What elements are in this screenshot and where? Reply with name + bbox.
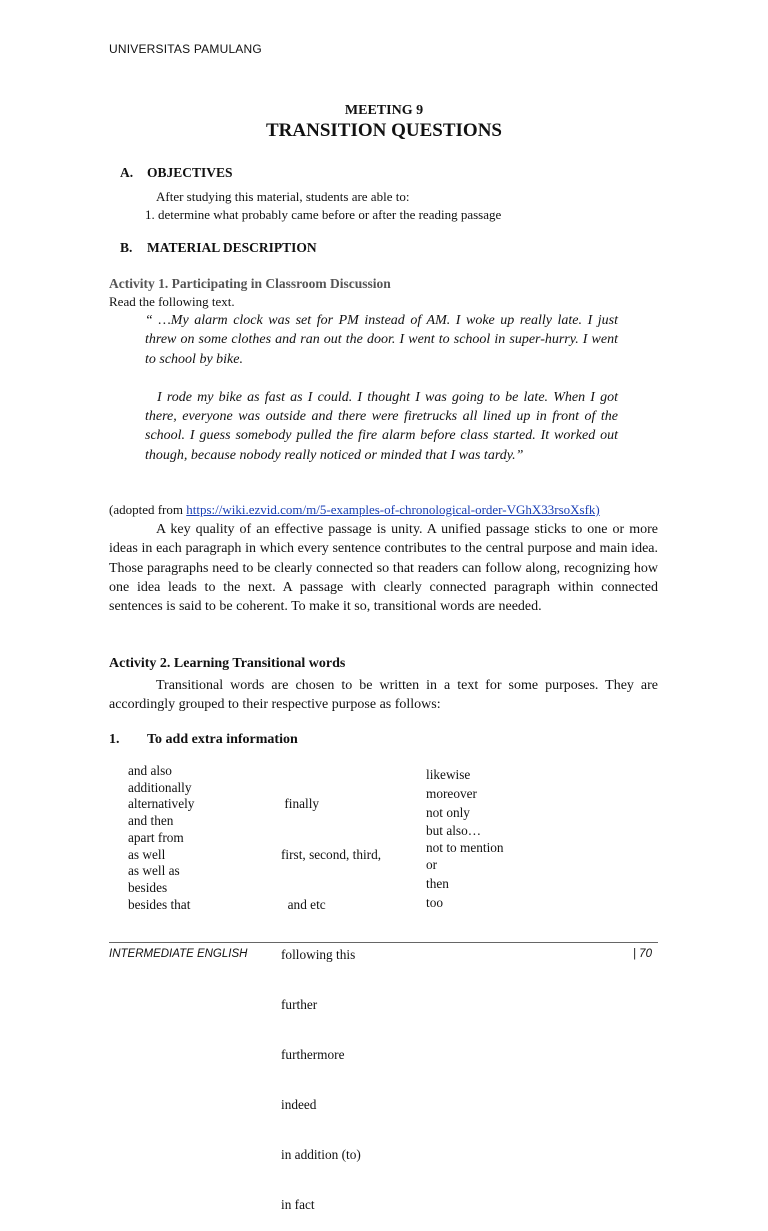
list-item: and etc [281, 896, 326, 912]
list-item: following this [281, 946, 356, 962]
list1-column-2 [281, 763, 381, 1231]
source-citation [109, 500, 600, 520]
list-item: alternatively [128, 796, 195, 812]
source-prefix: (adopted from [109, 502, 187, 517]
activity2-title: Activity 2. Learning Transitional words [109, 656, 346, 671]
activity1-title: Activity 1. Participating in Classroom Discussion [109, 276, 391, 291]
list-item: too [426, 895, 443, 911]
meeting-label: MEETING 9 [344, 103, 424, 118]
page-title: TRANSITION QUESTIONS [266, 120, 502, 141]
quote-paragraph-1: “ …My alarm clock was set for PM instead of AM. I woke up really late. I just threw on some clothes and ran out the door. I went to school in super-hurry. I went to school by bike. [145, 313, 618, 367]
list1-heading [109, 732, 298, 748]
list-item: furthermore [281, 1046, 345, 1062]
activity2-paragraph-text: Transitional words are chosen to be written in a text for some purposes. They are accordingly grouped to their respective purpose as follows: [109, 678, 658, 713]
list1-number: 1. [109, 732, 120, 747]
quote-paragraph-2: I rode my bike as fast as I could. I thought I was going to be late. When I got there, everyone was outside and there were firetrucks all lined up in front of the school. I guess somebody pulled the fire alarm before class started. It worked out though, because nobody really noticed or minded that I was tardy.” [145, 389, 618, 463]
list-item: in fact [281, 1197, 315, 1213]
section-a-letter: A. [120, 165, 134, 180]
list-item: not to mention [426, 839, 504, 855]
list1-title: To add extra information [147, 732, 298, 747]
section-a-heading [120, 165, 233, 181]
list-item: likewise [426, 767, 471, 782]
list-item: as well [128, 846, 166, 862]
page-header: UNIVERSITAS PAMULANG [109, 42, 262, 56]
section-b-title: MATERIAL DESCRIPTION [147, 240, 317, 255]
list-item: apart from [128, 829, 184, 845]
objective-item: 1. determine what probably came before or after the reading passage [145, 207, 502, 222]
list-item: indeed [281, 1097, 317, 1113]
list-item: then [426, 876, 449, 892]
objectives-intro: After studying this material, students are able to: [156, 189, 410, 204]
activity1-instruction: Read the following text. [109, 294, 235, 309]
unity-paragraph [109, 520, 658, 616]
list-item: besides [128, 879, 168, 895]
list-item: in addition (to) [281, 1147, 361, 1163]
list-item: or [426, 857, 438, 873]
list-item: first, second, third, [281, 846, 382, 862]
footer-page-number: | 70 [633, 948, 652, 960]
list-item: as well as [128, 863, 180, 879]
list-item: and also [128, 763, 172, 778]
list-item: besides that [128, 896, 191, 912]
section-b-heading [120, 240, 317, 256]
quote-block [145, 311, 618, 465]
list-item: not only [426, 805, 470, 821]
section-b-letter: B. [120, 240, 133, 255]
list-item: further [281, 996, 318, 1012]
activity2-paragraph [109, 676, 658, 715]
list1-column-3 [426, 766, 504, 912]
list-item: additionally [128, 779, 192, 795]
list1-column-1 [128, 763, 194, 913]
list-item: and then [128, 813, 174, 829]
list-item: moreover [426, 786, 477, 802]
list-item: but also… [426, 822, 482, 838]
list-item: finally [281, 796, 320, 812]
footer-divider [109, 942, 658, 943]
section-a-title: OBJECTIVES [147, 165, 233, 180]
unity-paragraph-text: A key quality of an effective passage is unity. A unified passage sticks to one or more ideas in each paragraph in which every sentence contributes to the central purpose and main idea. Those paragraphs need to be clearly connected so that readers can follow along, recognizing how one idea leads to the next. A passage with clearly connected paragraph within connected sentences is said to be coherent. To make it so, transitional words are needed. [109, 522, 658, 615]
source-link[interactable]: https://wiki.ezvid.com/m/5-examples-of-chronological-order-VGhX33rsoXsfk) [186, 502, 600, 517]
footer-course: INTERMEDIATE ENGLISH [109, 948, 248, 960]
